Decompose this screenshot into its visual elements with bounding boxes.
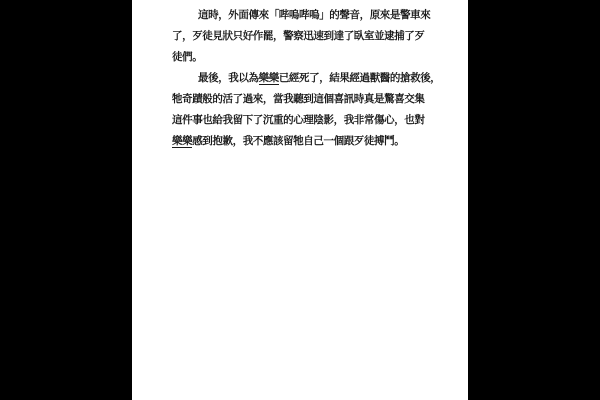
paragraph — [172, 68, 441, 152]
text-segment: 這時，外面傳來「哔嗚哔嗚」的聲音，原來是警車來 — [198, 9, 431, 21]
document-page — [132, 0, 468, 400]
text-segment: 感到抱歉，我不應該留牠自己一個跟歹徒搏鬥。 — [192, 135, 405, 147]
text-segment: 已經死了，結果經過獸醫的搶救後， — [278, 72, 441, 84]
pet-name-underlined: 樂樂 — [258, 72, 279, 84]
text-block — [172, 5, 441, 152]
text-line — [172, 26, 430, 47]
text-line — [172, 68, 441, 89]
text-segment: 牠奇蹟般的活了過來，當我聽到這個喜訊時真是驚喜交集 — [172, 93, 425, 105]
text-segment: 最後，我以為 — [198, 72, 259, 84]
pet-name-underlined: 樂樂 — [172, 135, 193, 147]
paragraph — [172, 5, 430, 68]
text-segment: 了，歹徒見狀只好作罷，警察迅速到達了臥室並逮捕了歹 — [172, 30, 425, 42]
text-line — [172, 110, 430, 131]
text-line — [172, 47, 430, 68]
text-segment: 徒們。 — [172, 51, 203, 63]
text-segment: 這件事也給我留下了沉重的心理陰影，我非常傷心，也對 — [172, 114, 425, 126]
text-line — [172, 89, 430, 110]
text-line — [172, 5, 430, 26]
text-line — [172, 131, 430, 152]
